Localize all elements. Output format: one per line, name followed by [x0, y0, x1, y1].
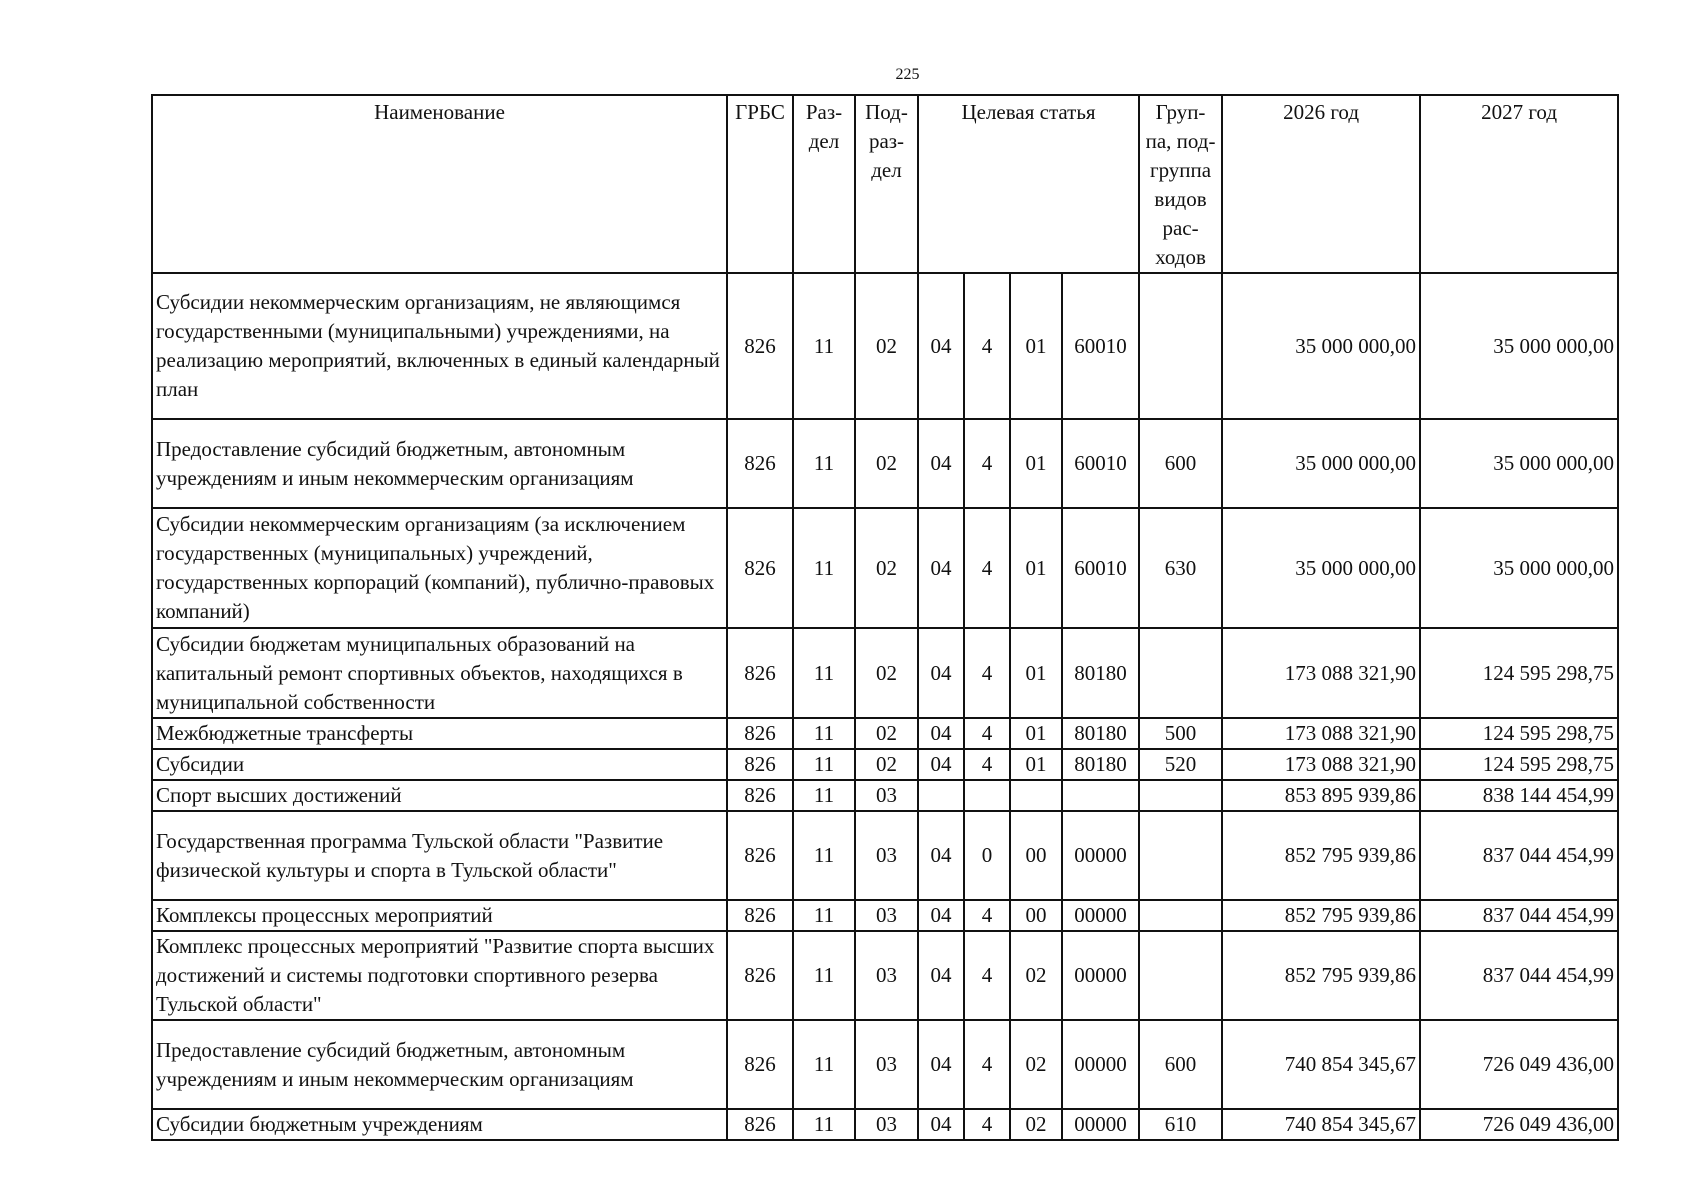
- row-name: Межбюджетные трансферты: [152, 718, 727, 749]
- target-type-cell: 4: [964, 419, 1010, 508]
- amount-2027: 124 595 298,75: [1420, 628, 1618, 718]
- target-program-cell: 04: [918, 931, 964, 1020]
- target-type-cell: 4: [964, 1109, 1010, 1140]
- grbs-cell: 826: [727, 900, 793, 931]
- header-podrazdel: Под- раз- дел: [855, 95, 918, 273]
- target-program-cell: [918, 780, 964, 811]
- page-number: 225: [895, 66, 920, 83]
- row-name: Субсидии некоммерческим организациям (за исключением государственных (муниципальных) учреждений, государственных корпораций (компаний), публично-правовых компаний): [152, 508, 727, 628]
- expense-group-cell: [1139, 811, 1222, 900]
- razdel-cell: 11: [793, 780, 855, 811]
- row-name: Субсидии некоммерческим организациям, не являющимся государственными (муниципальными) учреждениями, на реализацию мероприятий, включенных в единый календарный план: [152, 273, 727, 419]
- razdel-cell: 11: [793, 1109, 855, 1140]
- header-grbs: ГРБС: [727, 95, 793, 273]
- grbs-cell: 826: [727, 718, 793, 749]
- target-subprogram-cell: [1010, 780, 1062, 811]
- target-subprogram-cell: 01: [1010, 749, 1062, 780]
- razdel-cell: 11: [793, 900, 855, 931]
- table-row: [152, 1020, 1618, 1109]
- amount-2026: 35 000 000,00: [1222, 508, 1420, 628]
- grbs-cell: 826: [727, 780, 793, 811]
- razdel-cell: 11: [793, 628, 855, 718]
- amount-2026: 852 795 939,86: [1222, 811, 1420, 900]
- razdel-cell: 11: [793, 811, 855, 900]
- amount-2027: 124 595 298,75: [1420, 718, 1618, 749]
- amount-2027: 124 595 298,75: [1420, 749, 1618, 780]
- amount-2026: 853 895 939,86: [1222, 780, 1420, 811]
- table-row: [152, 749, 1618, 780]
- podrazdel-cell: 03: [855, 1109, 918, 1140]
- header-name: Наименование: [152, 95, 727, 273]
- target-subprogram-cell: 02: [1010, 931, 1062, 1020]
- header-razdel: Раз- дел: [793, 95, 855, 273]
- table-body: [152, 273, 1618, 1140]
- amount-2027: 726 049 436,00: [1420, 1020, 1618, 1109]
- podrazdel-cell: 03: [855, 811, 918, 900]
- target-direction-cell: 60010: [1062, 419, 1139, 508]
- target-direction-cell: 80180: [1062, 718, 1139, 749]
- expense-group-cell: 630: [1139, 508, 1222, 628]
- target-subprogram-cell: 01: [1010, 628, 1062, 718]
- table-header-row: [152, 95, 1618, 273]
- grbs-cell: 826: [727, 508, 793, 628]
- amount-2026: 35 000 000,00: [1222, 273, 1420, 419]
- podrazdel-cell: 03: [855, 1020, 918, 1109]
- amount-2026: 35 000 000,00: [1222, 419, 1420, 508]
- amount-2027: 837 044 454,99: [1420, 811, 1618, 900]
- podrazdel-cell: 02: [855, 628, 918, 718]
- target-type-cell: [964, 780, 1010, 811]
- expense-group-cell: 520: [1139, 749, 1222, 780]
- row-name: Комплексы процессных мероприятий: [152, 900, 727, 931]
- table-row: [152, 931, 1618, 1020]
- expense-group-cell: [1139, 931, 1222, 1020]
- amount-2026: 852 795 939,86: [1222, 900, 1420, 931]
- target-subprogram-cell: 01: [1010, 273, 1062, 419]
- row-name: Предоставление субсидий бюджетным, автономным учреждениям и иным некоммерческим организациям: [152, 1020, 727, 1109]
- header-target-article: Целевая статья: [918, 95, 1139, 273]
- grbs-cell: 826: [727, 419, 793, 508]
- target-type-cell: 4: [964, 931, 1010, 1020]
- table-row: [152, 1109, 1618, 1140]
- table-row: [152, 508, 1618, 628]
- target-subprogram-cell: 01: [1010, 508, 1062, 628]
- target-subprogram-cell: 00: [1010, 811, 1062, 900]
- razdel-cell: 11: [793, 749, 855, 780]
- table-row: [152, 718, 1618, 749]
- target-subprogram-cell: 02: [1010, 1109, 1062, 1140]
- target-program-cell: 04: [918, 508, 964, 628]
- target-direction-cell: 00000: [1062, 931, 1139, 1020]
- target-direction-cell: 80180: [1062, 628, 1139, 718]
- target-direction-cell: 00000: [1062, 1109, 1139, 1140]
- target-direction-cell: 60010: [1062, 273, 1139, 419]
- row-name: Спорт высших достижений: [152, 780, 727, 811]
- podrazdel-cell: 02: [855, 419, 918, 508]
- amount-2026: 173 088 321,90: [1222, 749, 1420, 780]
- expense-group-cell: 500: [1139, 718, 1222, 749]
- target-subprogram-cell: 02: [1010, 1020, 1062, 1109]
- row-name: Предоставление субсидий бюджетным, автономным учреждениям и иным некоммерческим организациям: [152, 419, 727, 508]
- grbs-cell: 826: [727, 273, 793, 419]
- target-program-cell: 04: [918, 900, 964, 931]
- razdel-cell: 11: [793, 419, 855, 508]
- target-direction-cell: [1062, 780, 1139, 811]
- podrazdel-cell: 02: [855, 749, 918, 780]
- amount-2026: 852 795 939,86: [1222, 931, 1420, 1020]
- podrazdel-cell: 02: [855, 273, 918, 419]
- row-name: Субсидии бюджетам муниципальных образований на капитальный ремонт спортивных объектов, находящихся в муниципальной собственности: [152, 628, 727, 718]
- target-type-cell: 4: [964, 508, 1010, 628]
- target-direction-cell: 60010: [1062, 508, 1139, 628]
- row-name: Субсидии: [152, 749, 727, 780]
- row-name: Комплекс процессных мероприятий "Развитие спорта высших достижений и системы подготовки спортивного резерва Тульской области": [152, 931, 727, 1020]
- expense-group-cell: 600: [1139, 419, 1222, 508]
- header-expense-group: Груп- па, под- группа видов рас- ходов: [1139, 95, 1222, 273]
- target-program-cell: 04: [918, 1109, 964, 1140]
- header-year-2027: 2027 год: [1420, 95, 1618, 273]
- row-name: Субсидии бюджетным учреждениям: [152, 1109, 727, 1140]
- amount-2027: 35 000 000,00: [1420, 508, 1618, 628]
- target-program-cell: 04: [918, 718, 964, 749]
- target-program-cell: 04: [918, 1020, 964, 1109]
- target-program-cell: 04: [918, 419, 964, 508]
- amount-2026: 740 854 345,67: [1222, 1020, 1420, 1109]
- razdel-cell: 11: [793, 1020, 855, 1109]
- target-direction-cell: 00000: [1062, 1020, 1139, 1109]
- target-direction-cell: 00000: [1062, 811, 1139, 900]
- target-type-cell: 0: [964, 811, 1010, 900]
- razdel-cell: 11: [793, 508, 855, 628]
- budget-table: [151, 94, 1619, 1141]
- expense-group-cell: 600: [1139, 1020, 1222, 1109]
- table-row: [152, 273, 1618, 419]
- expense-group-cell: [1139, 628, 1222, 718]
- table-row: [152, 780, 1618, 811]
- expense-group-cell: [1139, 900, 1222, 931]
- target-subprogram-cell: 00: [1010, 900, 1062, 931]
- amount-2026: 173 088 321,90: [1222, 628, 1420, 718]
- amount-2027: 726 049 436,00: [1420, 1109, 1618, 1140]
- table-row: [152, 628, 1618, 718]
- amount-2027: 35 000 000,00: [1420, 419, 1618, 508]
- target-program-cell: 04: [918, 749, 964, 780]
- amount-2027: 35 000 000,00: [1420, 273, 1618, 419]
- target-type-cell: 4: [964, 628, 1010, 718]
- grbs-cell: 826: [727, 931, 793, 1020]
- amount-2026: 740 854 345,67: [1222, 1109, 1420, 1140]
- podrazdel-cell: 03: [855, 780, 918, 811]
- table-row: [152, 419, 1618, 508]
- amount-2027: 837 044 454,99: [1420, 931, 1618, 1020]
- table-row: [152, 811, 1618, 900]
- amount-2027: 837 044 454,99: [1420, 900, 1618, 931]
- row-name: Государственная программа Тульской области "Развитие физической культуры и спорта в Тульской области": [152, 811, 727, 900]
- target-direction-cell: 00000: [1062, 900, 1139, 931]
- target-type-cell: 4: [964, 1020, 1010, 1109]
- target-type-cell: 4: [964, 718, 1010, 749]
- target-direction-cell: 80180: [1062, 749, 1139, 780]
- grbs-cell: 826: [727, 628, 793, 718]
- target-type-cell: 4: [964, 749, 1010, 780]
- grbs-cell: 826: [727, 749, 793, 780]
- razdel-cell: 11: [793, 931, 855, 1020]
- target-subprogram-cell: 01: [1010, 419, 1062, 508]
- podrazdel-cell: 02: [855, 508, 918, 628]
- target-program-cell: 04: [918, 811, 964, 900]
- target-type-cell: 4: [964, 900, 1010, 931]
- podrazdel-cell: 03: [855, 931, 918, 1020]
- amount-2027: 838 144 454,99: [1420, 780, 1618, 811]
- grbs-cell: 826: [727, 1020, 793, 1109]
- target-subprogram-cell: 01: [1010, 718, 1062, 749]
- target-type-cell: 4: [964, 273, 1010, 419]
- razdel-cell: 11: [793, 273, 855, 419]
- table-row: [152, 900, 1618, 931]
- razdel-cell: 11: [793, 718, 855, 749]
- amount-2026: 173 088 321,90: [1222, 718, 1420, 749]
- expense-group-cell: [1139, 273, 1222, 419]
- podrazdel-cell: 03: [855, 900, 918, 931]
- grbs-cell: 826: [727, 811, 793, 900]
- header-year-2026: 2026 год: [1222, 95, 1420, 273]
- expense-group-cell: [1139, 780, 1222, 811]
- grbs-cell: 826: [727, 1109, 793, 1140]
- target-program-cell: 04: [918, 273, 964, 419]
- target-program-cell: 04: [918, 628, 964, 718]
- expense-group-cell: 610: [1139, 1109, 1222, 1140]
- podrazdel-cell: 02: [855, 718, 918, 749]
